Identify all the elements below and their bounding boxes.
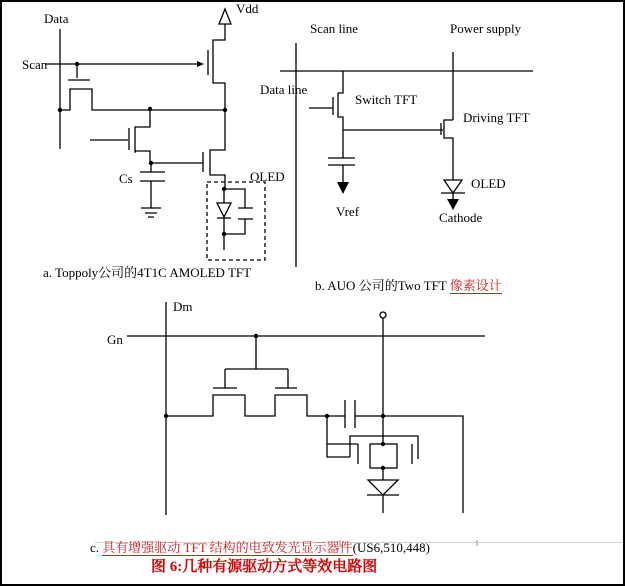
b-label-switch-tft: Switch TFT [355, 92, 418, 107]
b-label-cathode: Cathode [439, 210, 483, 225]
a-t3-gate [90, 128, 129, 150]
a-switch-tft-gate [68, 64, 90, 80]
c-gate-bars [358, 444, 412, 464]
b-cathode-arrow [447, 199, 459, 210]
a-label-vdd: Vdd [236, 1, 259, 16]
caption-b-black: b. AUO 公司的Two TFT [315, 278, 450, 293]
caption-c-prefix: c. [90, 540, 103, 555]
caption-circuit-a: a. Toppoly公司的4T1C AMOLED TFT [43, 265, 252, 280]
c-channel-box [370, 444, 397, 468]
caption-c-patent-number: (US6,510,448) [352, 540, 430, 555]
a-label-oled: OLED [250, 169, 285, 184]
a-ground-symbol [141, 208, 161, 217]
c-gate-staple [350, 436, 418, 459]
b-label-scan-line: Scan line [310, 21, 359, 36]
c-gate-feed [213, 336, 297, 388]
caption-c-red-underlined: 具有增强驱动 TFT 结构的电致发光显示器件 [102, 540, 353, 555]
b-label-vref: Vref [336, 204, 360, 219]
c-label-gn: Gn [107, 332, 123, 347]
a-cs-capacitor [140, 163, 165, 208]
circuit-a-lines [45, 9, 265, 260]
b-label-power-supply: Power supply [450, 21, 522, 36]
c-diode [368, 480, 398, 495]
b-label-data-line: Data line [260, 82, 308, 97]
caption-b-red-underlined: 像素设计 [449, 278, 502, 293]
b-label-oled: OLED [471, 176, 506, 191]
a-oled-parallel-cap [224, 189, 253, 234]
circuit-c-lines [127, 299, 485, 515]
caption-circuit-b [302, 263, 502, 308]
a-right-tft-chain [210, 24, 225, 189]
a-vdd-triangle [219, 9, 231, 24]
a-oled-dashed-box [207, 182, 265, 260]
b-vref-arrow [337, 182, 349, 194]
figure-caption: 图 6:几种有源驱动方式等效电路图 [151, 559, 378, 575]
b-switch-tft [338, 71, 343, 130]
a-t3-channel [135, 108, 150, 163]
a-switch-tft-channel [60, 89, 225, 110]
a-junction-dots [58, 62, 227, 236]
b-switch-gate [309, 97, 333, 115]
a-scan-arrowhead [197, 61, 204, 67]
c-label-dm: Dm [173, 299, 193, 314]
a-label-cs: Cs [119, 171, 133, 186]
a-label-scan: Scan [22, 57, 48, 72]
a-oled-diode [217, 203, 231, 217]
c-terminal-circle [380, 312, 386, 318]
a-label-data: Data [44, 11, 69, 26]
b-driving-tft [444, 120, 453, 180]
b-cap [328, 130, 355, 182]
b-label-driving-tft: Driving TFT [463, 110, 530, 125]
b-oled-diode [444, 180, 462, 193]
circuit-b-lines [280, 43, 533, 267]
